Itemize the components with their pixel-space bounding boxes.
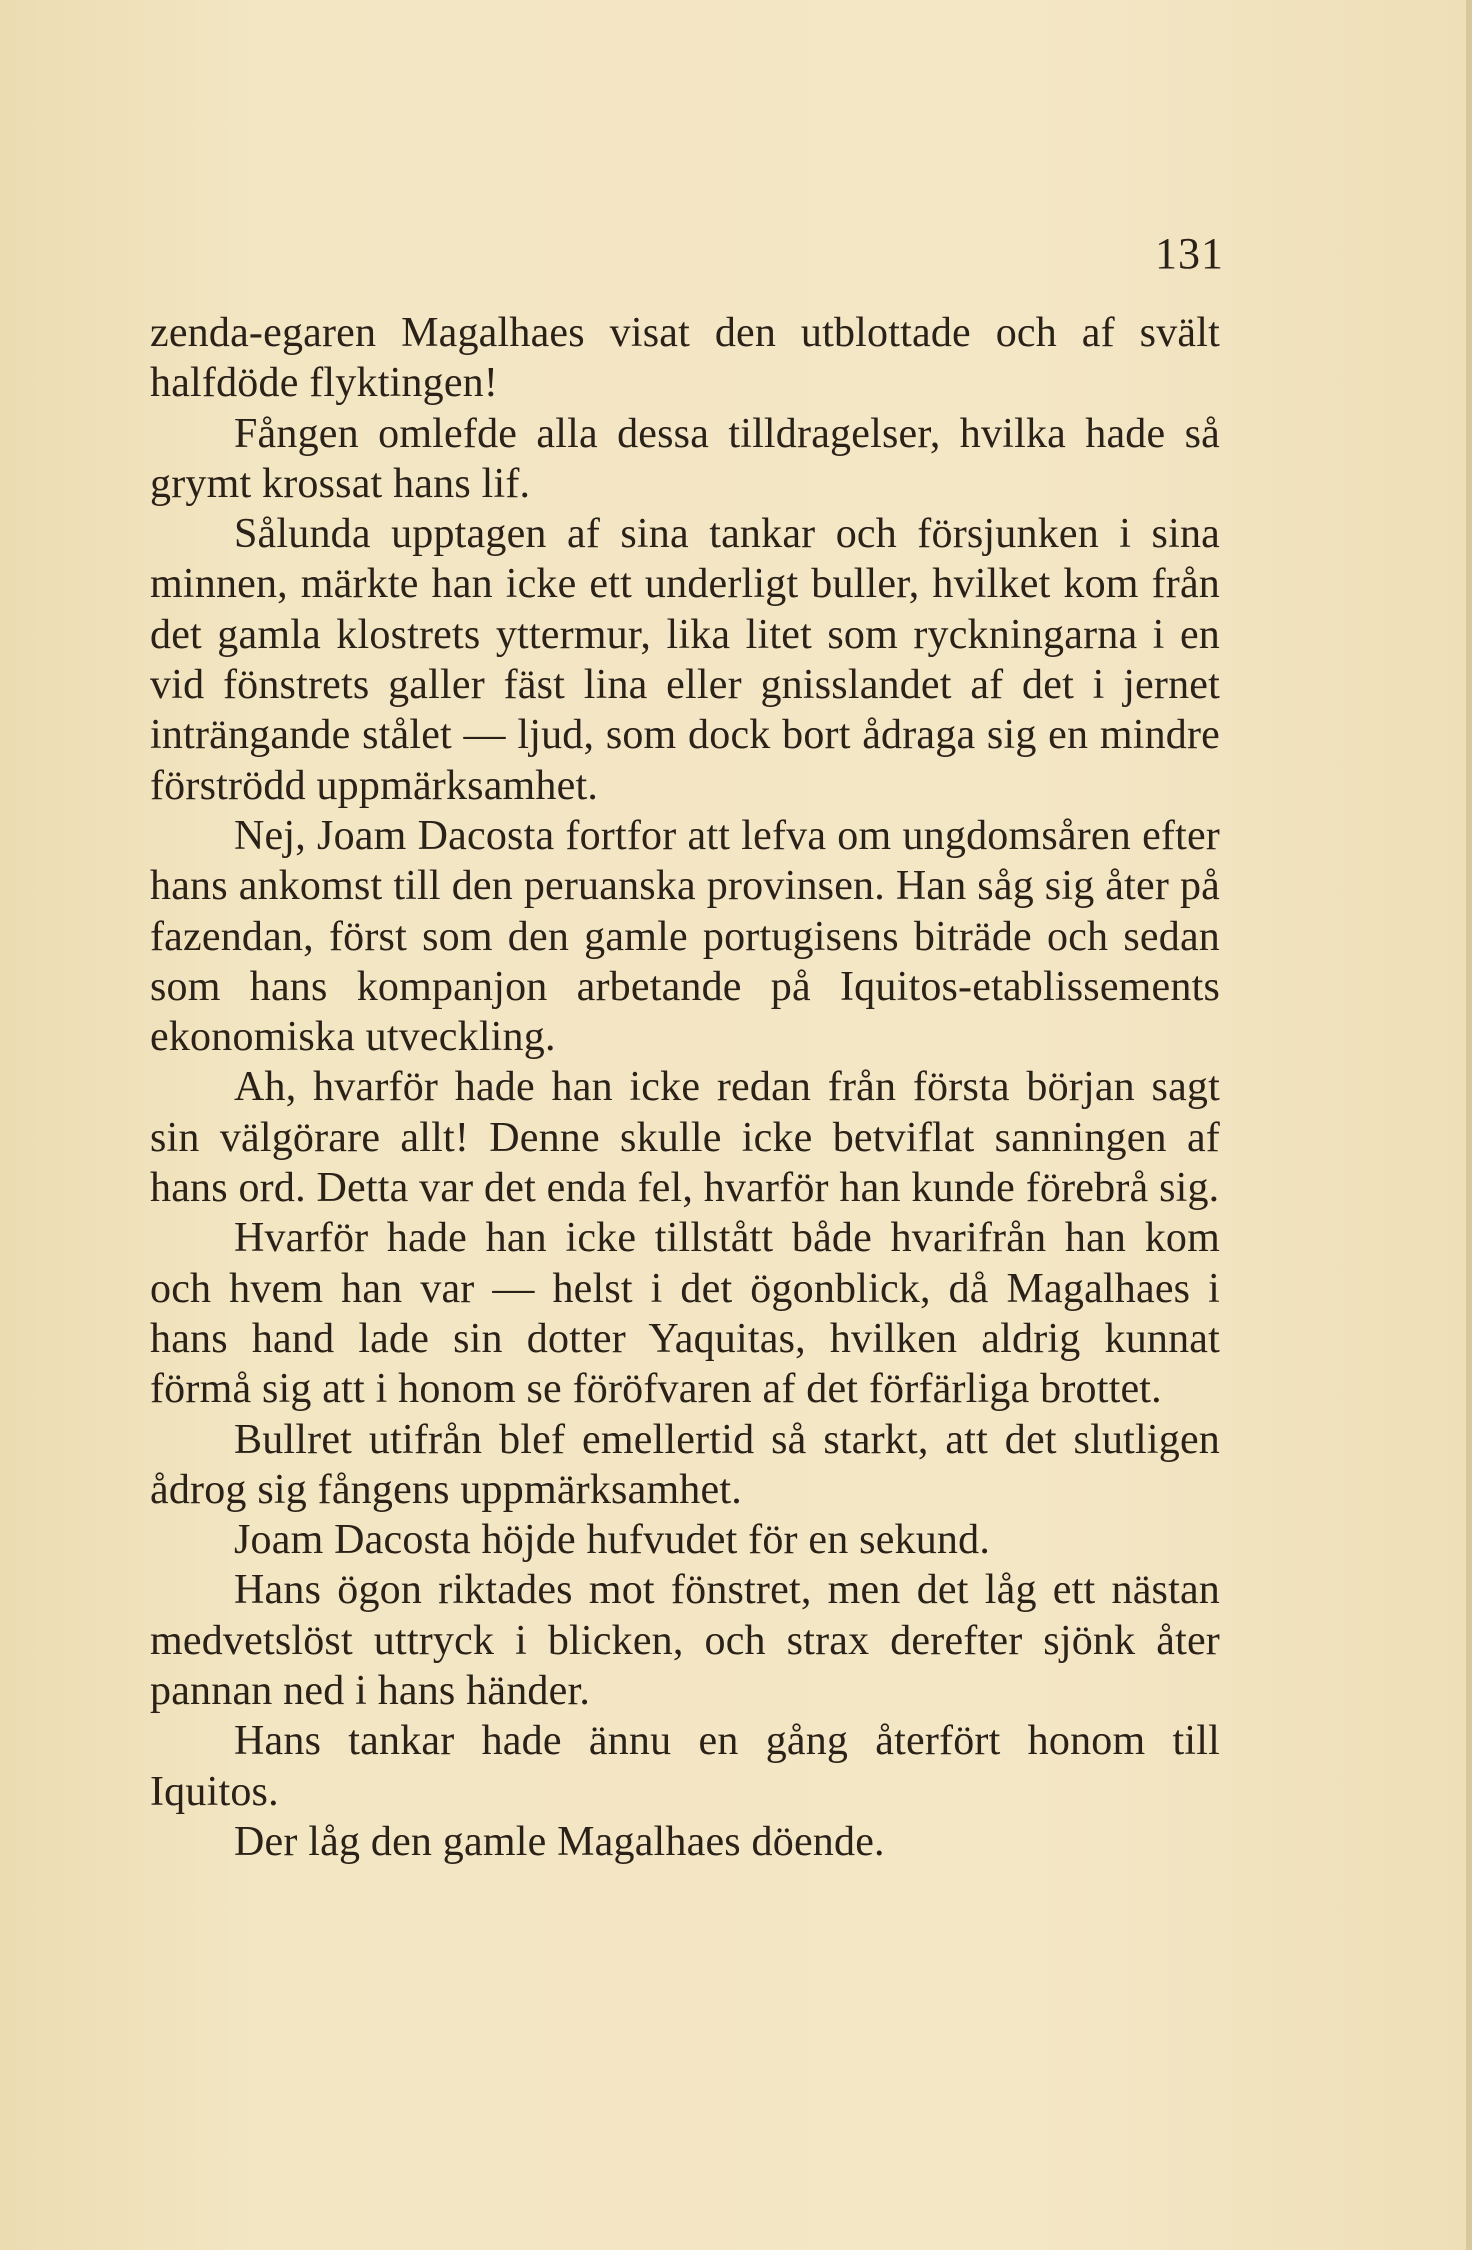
paragraph-3: Sålunda upptagen af sina tankar och försjunken i sina minnen, märkte han icke ett underligt buller, hvilket kom från det gamla klostrets yttermur, lika litet som ryckningarna i en vid fönstrets galler fäst lina eller gnisslandet af det i jernet inträngande stålet — ljud, som dock bort ådraga sig en mindre förströdd uppmärksamhet. bbox=[150, 511, 1220, 809]
paragraph-8: Joam Dacosta höjde hufvudet för en sekund. bbox=[234, 1517, 991, 1564]
paragraph-7: Bullret utifrån blef emellertid så starkt, att det slutligen ådrog sig fångens uppmärksamhet. bbox=[150, 1416, 1220, 1513]
body-text bbox=[150, 308, 1220, 1867]
paragraph-6: Hvarför hade han icke tillstått både hvarifrån han kom och hvem han var — helst i det ögonblick, då Magalhaes i hans hand lade sin dotter Yaquitas, hvilken aldrig kunnat förmå sig att i honom se föröfvaren af det förfärliga brottet. bbox=[150, 1215, 1220, 1413]
paragraph-4: Nej, Joam Dacosta fortfor att lefva om ungdomsåren efter hans ankomst till den peruanska provinsen. Han såg sig åter på fazendan, först som den gamle portugisens biträde och sedan som hans kompanjon arbetande på Iquitos-etablissements ekonomiska utveckling. bbox=[150, 812, 1220, 1061]
paragraph-10: Hans tankar hade ännu en gång återfört honom till Iquitos. bbox=[150, 1718, 1220, 1815]
paragraph-9: Hans ögon riktades mot fönstret, men det låg ett nästan medvetslöst uttryck i blicken, och strax derefter sjönk åter pannan ned i hans händer. bbox=[150, 1567, 1220, 1715]
page-edge bbox=[1466, 0, 1472, 2250]
paragraph-5: Ah, hvarför hade han icke redan från första början sagt sin välgörare allt! Denne skulle icke betviflat sanningen af hans ord. Detta var det enda fel, hvarför han kunde förebrå sig. bbox=[150, 1064, 1220, 1212]
page-number: 131 bbox=[1155, 229, 1224, 278]
paragraph-1: zenda-egaren Magalhaes visat den utblottade och af svält halfdöde flyktingen! bbox=[150, 310, 1220, 407]
paragraph-2: Fången omlefde alla dessa tilldragelser, hvilka hade så grymt krossat hans lif. bbox=[150, 410, 1220, 507]
paragraph-11: Der låg den gamle Magalhaes döende. bbox=[234, 1818, 885, 1865]
